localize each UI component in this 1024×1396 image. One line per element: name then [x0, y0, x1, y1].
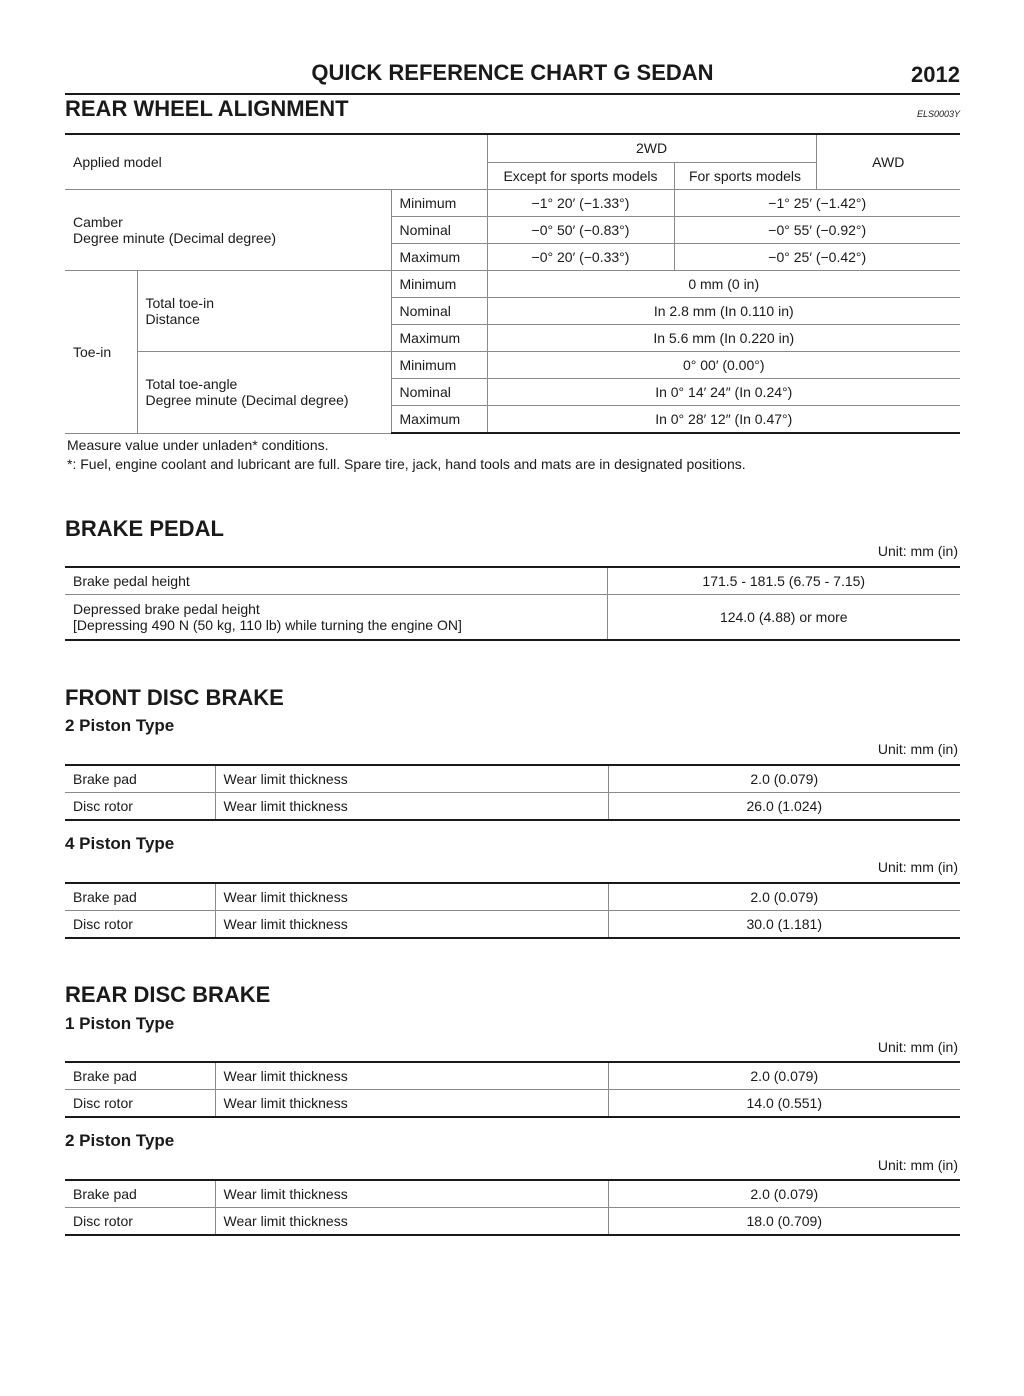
camber-max-label: Maximum — [391, 244, 487, 271]
toe-dist-max-value: In 5.6 mm (In 0.220 in) — [487, 325, 960, 352]
table-row — [65, 352, 960, 379]
brake-pedal-table — [65, 566, 960, 641]
rear-1-piston-table — [65, 1061, 960, 1118]
section-code: ELS0003Y — [916, 109, 960, 119]
header-rule — [65, 93, 960, 95]
brake-pedal-unit: Unit: mm (in) — [877, 543, 958, 559]
disc-rotor-value: 26.0 (1.024) — [608, 793, 960, 821]
table-row — [65, 190, 960, 217]
rear-1-piston-unit: Unit: mm (in) — [877, 1039, 958, 1055]
depressed-height-value: 124.0 (4.88) or more — [607, 595, 960, 641]
camber-nom-2wd: −0° 50′ (−0.83°) — [487, 217, 674, 244]
toe-dist-min-label: Minimum — [391, 271, 487, 298]
table-row — [65, 883, 960, 911]
toe-dist-max-label: Maximum — [391, 325, 487, 352]
table-row — [65, 793, 960, 821]
brake-pad-label: Brake pad — [65, 883, 215, 911]
rear-alignment-table — [65, 133, 960, 434]
rear-2-piston-unit: Unit: mm (in) — [877, 1157, 958, 1173]
disc-rotor-label: Disc rotor — [65, 1208, 215, 1236]
toe-ang-min-label: Minimum — [391, 352, 487, 379]
toe-angle-label: Total toe-angle — [145, 376, 238, 393]
toe-angle-unit: Degree minute (Decimal degree) — [145, 392, 349, 409]
front-4-piston-subtitle: 4 Piston Type — [65, 834, 175, 853]
disc-rotor-label: Disc rotor — [65, 1090, 215, 1118]
wear-limit-label: Wear limit thickness — [215, 1090, 608, 1118]
col-except-sports: Except for sports models — [487, 162, 674, 190]
toe-dist-min-value: 0 mm (0 in) — [487, 271, 960, 298]
document-title: QUICK REFERENCE CHART G SEDAN — [311, 60, 714, 85]
brake-pad-value: 2.0 (0.079) — [608, 1062, 960, 1090]
wear-limit-label: Wear limit thickness — [215, 883, 608, 911]
table-row — [65, 595, 960, 641]
wear-limit-label: Wear limit thickness — [215, 1208, 608, 1236]
depressed-height-label-cell — [65, 595, 607, 641]
brake-pad-label: Brake pad — [65, 1062, 215, 1090]
wear-limit-label: Wear limit thickness — [215, 1062, 608, 1090]
depressed-height-condition: [Depressing 490 N (50 kg, 110 lb) while turning the engine ON] — [73, 617, 462, 633]
wear-limit-label: Wear limit thickness — [215, 793, 608, 821]
brake-pedal-title: BRAKE PEDAL — [65, 516, 224, 541]
camber-label-cell — [65, 190, 391, 271]
table-row — [65, 271, 960, 298]
depressed-height-label: Depressed brake pedal height — [73, 601, 260, 617]
front-4-piston-unit: Unit: mm (in) — [877, 859, 958, 875]
col-2wd: 2WD — [487, 134, 816, 162]
pedal-height-label: Brake pedal height — [65, 567, 607, 595]
disc-rotor-value: 14.0 (0.551) — [608, 1090, 960, 1118]
table-row — [65, 765, 960, 793]
table-row — [65, 567, 960, 595]
toe-ang-max-label: Maximum — [391, 406, 487, 434]
alignment-note-2: *: Fuel, engine coolant and lubricant are full. Spare tire, jack, hand tools and mats are in designated positions. — [67, 456, 746, 472]
disc-rotor-label: Disc rotor — [65, 793, 215, 821]
toe-in-label: Toe-in — [65, 271, 137, 434]
camber-min-2wd: −1° 20′ (−1.33°) — [487, 190, 674, 217]
camber-min-other: −1° 25′ (−1.42°) — [674, 190, 960, 217]
table-row — [65, 1062, 960, 1090]
front-2-piston-table — [65, 764, 960, 821]
camber-max-2wd: −0° 20′ (−0.33°) — [487, 244, 674, 271]
rear-2-piston-subtitle: 2 Piston Type — [65, 1131, 175, 1150]
toe-distance-label-cell — [137, 271, 391, 352]
rear-wheel-alignment-title: REAR WHEEL ALIGNMENT — [65, 96, 349, 121]
applied-model-label: Applied model — [65, 134, 487, 190]
front-2-piston-subtitle: 2 Piston Type — [65, 716, 175, 735]
toe-ang-nom-label: Nominal — [391, 379, 487, 406]
alignment-note-1: Measure value under unladen* conditions. — [67, 437, 329, 453]
toe-ang-max-value: In 0° 28′ 12″ (In 0.47°) — [487, 406, 960, 434]
col-awd: AWD — [816, 134, 960, 190]
rear-disc-brake-title: REAR DISC BRAKE — [65, 982, 271, 1007]
pedal-height-value: 171.5 - 181.5 (6.75 - 7.15) — [607, 567, 960, 595]
brake-pad-label: Brake pad — [65, 765, 215, 793]
rear-2-piston-table — [65, 1179, 960, 1236]
table-row — [65, 1090, 960, 1118]
toe-ang-min-value: 0° 00′ (0.00°) — [487, 352, 960, 379]
brake-pad-value: 2.0 (0.079) — [608, 765, 960, 793]
camber-label: Camber — [73, 214, 123, 230]
camber-max-other: −0° 25′ (−0.42°) — [674, 244, 960, 271]
front-4-piston-table — [65, 882, 960, 939]
document-year: 2012 — [911, 62, 960, 87]
col-for-sports: For sports models — [674, 162, 816, 190]
rear-1-piston-subtitle: 1 Piston Type — [65, 1014, 175, 1033]
toe-distance-unit: Distance — [145, 311, 200, 327]
brake-pad-value: 2.0 (0.079) — [608, 1180, 960, 1208]
brake-pad-label: Brake pad — [65, 1180, 215, 1208]
table-row — [65, 134, 960, 162]
toe-distance-label: Total toe-in — [145, 295, 214, 311]
toe-dist-nom-label: Nominal — [391, 298, 487, 325]
table-row — [65, 911, 960, 939]
table-row — [65, 1208, 960, 1236]
toe-dist-nom-value: In 2.8 mm (In 0.110 in) — [487, 298, 960, 325]
disc-rotor-value: 30.0 (1.181) — [608, 911, 960, 939]
wear-limit-label: Wear limit thickness — [215, 1180, 608, 1208]
wear-limit-label: Wear limit thickness — [215, 765, 608, 793]
front-2-piston-unit: Unit: mm (in) — [877, 741, 958, 757]
brake-pad-value: 2.0 (0.079) — [608, 883, 960, 911]
toe-angle-label-cell — [137, 352, 391, 434]
disc-rotor-value: 18.0 (0.709) — [608, 1208, 960, 1236]
wear-limit-label: Wear limit thickness — [215, 911, 608, 939]
camber-unit: Degree minute (Decimal degree) — [73, 230, 277, 246]
camber-min-label: Minimum — [391, 190, 487, 217]
front-disc-brake-title: FRONT DISC BRAKE — [65, 685, 284, 710]
table-row — [65, 1180, 960, 1208]
camber-nom-label: Nominal — [391, 217, 487, 244]
camber-nom-other: −0° 55′ (−0.92°) — [674, 217, 960, 244]
document-header — [65, 56, 960, 90]
disc-rotor-label: Disc rotor — [65, 911, 215, 939]
toe-ang-nom-value: In 0° 14′ 24″ (In 0.24°) — [487, 379, 960, 406]
